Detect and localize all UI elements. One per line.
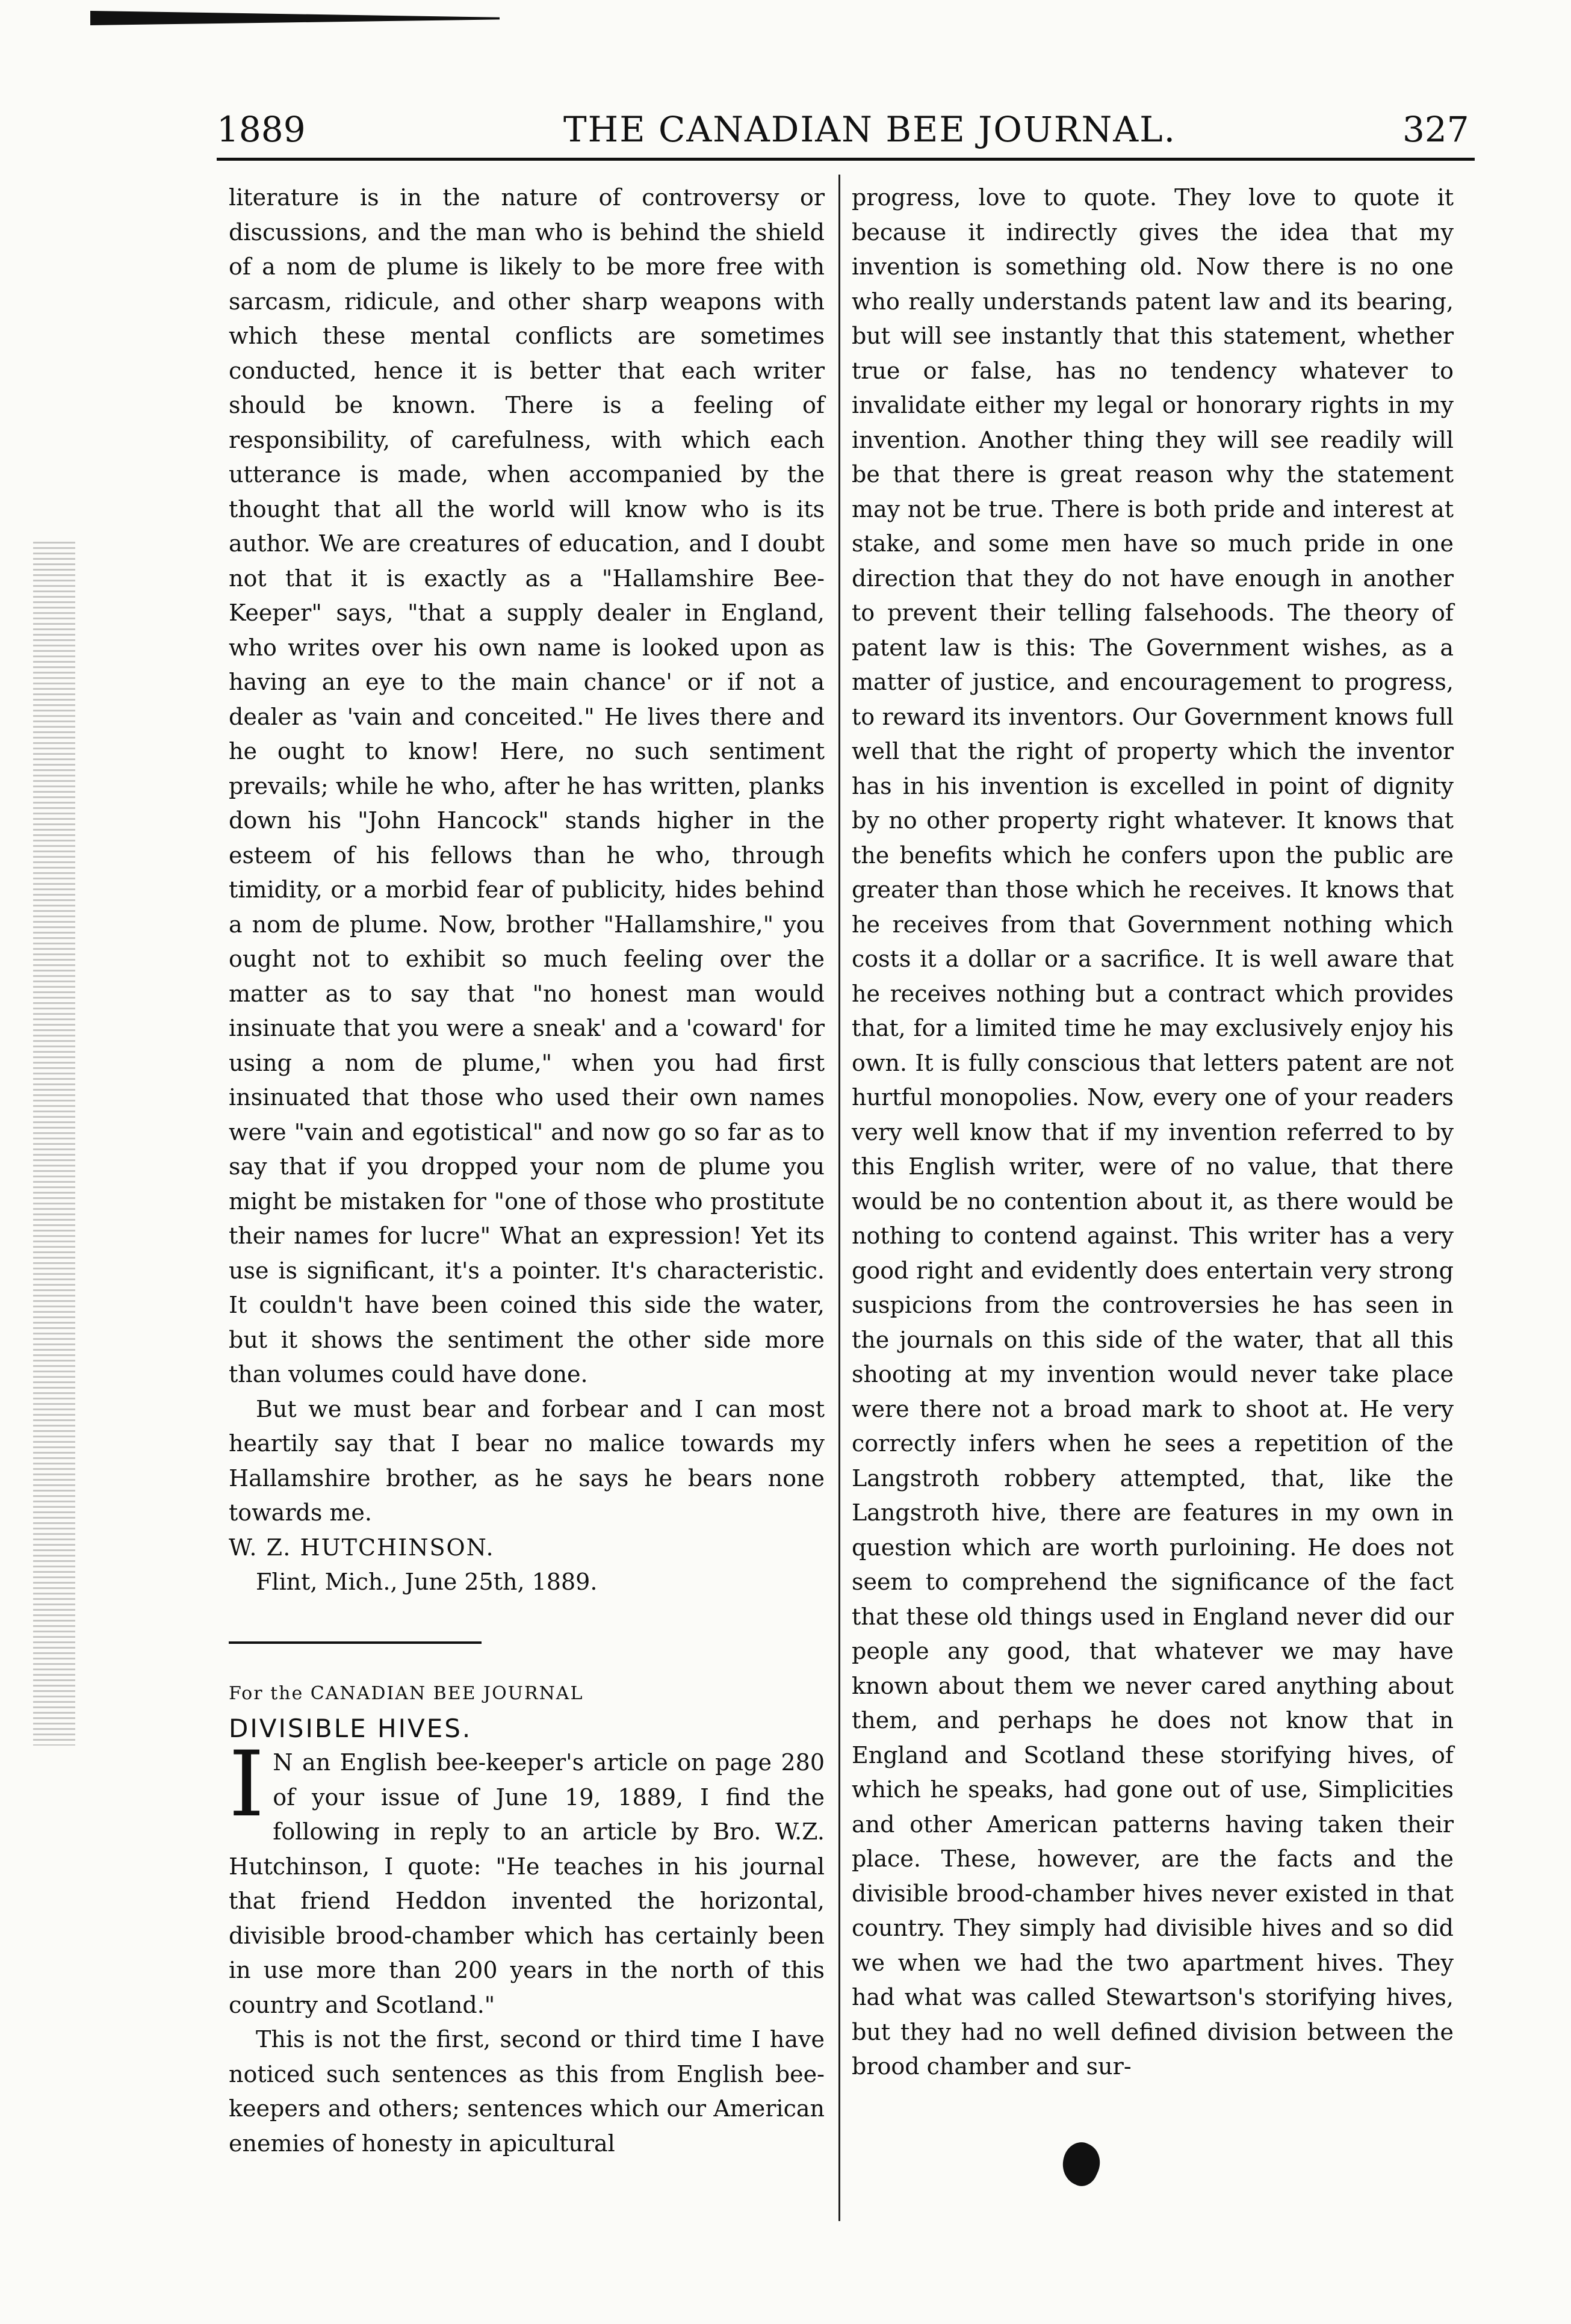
- scan-margin-artifact: [33, 542, 75, 1746]
- left-column: [229, 181, 825, 2161]
- ink-blot: [1055, 2137, 1107, 2191]
- header-rule: [217, 158, 1475, 161]
- body-paragraph: literature is in the nature of controversy or discussions, and the man who is behind the shield of a nom de plume is likely to be more free with sarcasm, ridicule, and other sharp weapons with which these mental conflicts are sometimes conducted, hence it is better that each writer should be known. There is a feeling of responsibility, of carefulness, with which each utterance is made, when accompanied by the thought that all the world will know who is its author. We are creatures of education, and I doubt not that it is exactly as a "Hallamshire Bee-Keeper" says, "that a supply dealer in England, who writes over his own name is looked upon as having an eye to the main chance' or if not a dealer as 'vain and conceited." He lives there and he ought to know! Here, no such sentiment prevails; while he who, after he has written, planks down his "John Hancock" stands higher in the esteem of his fellows than he who, through timidity, or a morbid fear of publicity, hides behind a nom de plume. Now, brother "Hallamshire," you ought not to exhibit so much feeling over the matter as to say that "no honest man would insinuate that you were a sneak' and a 'coward' for using a nom de plume," when you had first insinuated that those who used their own names were "vain and egotistical" and now go so far as to say that if you dropped your nom de plume you might be mistaken for "one of those who prostitute their names for lucre" What an expression! Yet its use is significant, it's a pointer. It's characteristic. It couldn't have been coined this side the water, but it shows the sentiment the other side more than volumes could have done.: [229, 184, 825, 1387]
- journal-masthead: THE CANADIAN BEE JOURNAL.: [563, 109, 1177, 150]
- article-paragraph-text: N an English bee-keeper's article on page 280 of your issue of June 19, 1889, I find the following in reply to an article by Bro. W.Z. Hutchinson, I quote: "He teaches in his journal that friend Heddon invented the horizontal, divisible brood-chamber which has certainly been in use more than 200 years in the north of this country and Scotland.": [229, 1749, 825, 2018]
- column-divider: [838, 175, 840, 2221]
- right-column: [852, 181, 1454, 2084]
- article-title: DIVISIBLE HIVES.: [229, 1713, 473, 1743]
- author-signature: W. Z. HUTCHINSON.: [229, 1534, 495, 1561]
- article-paragraph: [229, 1732, 825, 2022]
- year-label: 1889: [217, 109, 306, 150]
- body-paragraph: progress, love to quote. They love to quote it because it indirectly gives the idea that my invention is something old. Now there is no one who really understands patent law and its bearing, but will see instantly that this statement, whether true or false, has no tendency whatever to invalidate either my legal or honorary rights in my invention. Another thing they will see readily will be that there is great reason why the statement may not be true. There is both pride and interest at stake, and some men have so much pride in one direction that they do not have enough in another to prevent their telling falsehoods. The theory of patent law is this: The Government wishes, as a matter of justice, and encouragement to progress, to reward its inventors. Our Government knows full well that the right of property which the inventor has in his invention is excelled in point of dignity by no other property right whatever. It knows that the benefits which he confers upon the public are greater than those which he receives. It knows that he receives from that Government nothing which costs it a dollar or a sacrifice. It is well aware that he receives nothing but a contract which provides that, for a limited time he may exclusively enjoy his own. It is fully conscious that letters patent are not hurtful monopolies. Now, every one of your readers very well know that if my invention referred to by this English writer, were of no value, that there would be no contention about it, as there would be nothing to contend against. This writer has a very good right and evidently does entertain very strong suspicions from the controversies he has seen in the journals on this side of the water, that all this shooting at my invention would never take place were there not a broad mark to shoot at. He very correctly infers when he sees a repetition of the Langstroth robbery attempted, that, like the Langstroth hive, there are features in my own in question which are worth purloining. He does not seem to comprehend the significance of the fact that these old things used in England never did our people any good, that whatever we may have known about them we never cared anything about them, and perhaps he does not know that in England and Scotland these storifying hives, of which he speaks, had gone out of use, Simplicities and other American patterns having taken their place. These, however, are the facts and the divisible brood-chamber hives never existed in that country. They simply had divisible hives and so did we when we had the two apartment hives. They had what was called Stewartson's storifying hives, but they had no well defined division between the brood chamber and sur-: [852, 184, 1454, 2080]
- page-number: 327: [1402, 109, 1469, 150]
- body-paragraph: But we must bear and forbear and I can most heartily say that I bear no malice towards my Hallamshire brother, as he says he bears none towards me.: [229, 1395, 825, 1526]
- article-credit: For the CANADIAN BEE JOURNAL: [229, 1683, 584, 1704]
- drop-cap: I: [229, 1732, 265, 1837]
- scan-edge-mark: [90, 11, 500, 25]
- dateline: Flint, Mich., June 25th, 1889.: [256, 1569, 598, 1595]
- article-paragraph: This is not the first, second or third time I have noticed such sentences as this from English bee-keepers and others; sentences which our American enemies of honesty in apicultural: [229, 2026, 825, 2157]
- section-ornament: [229, 1624, 825, 1659]
